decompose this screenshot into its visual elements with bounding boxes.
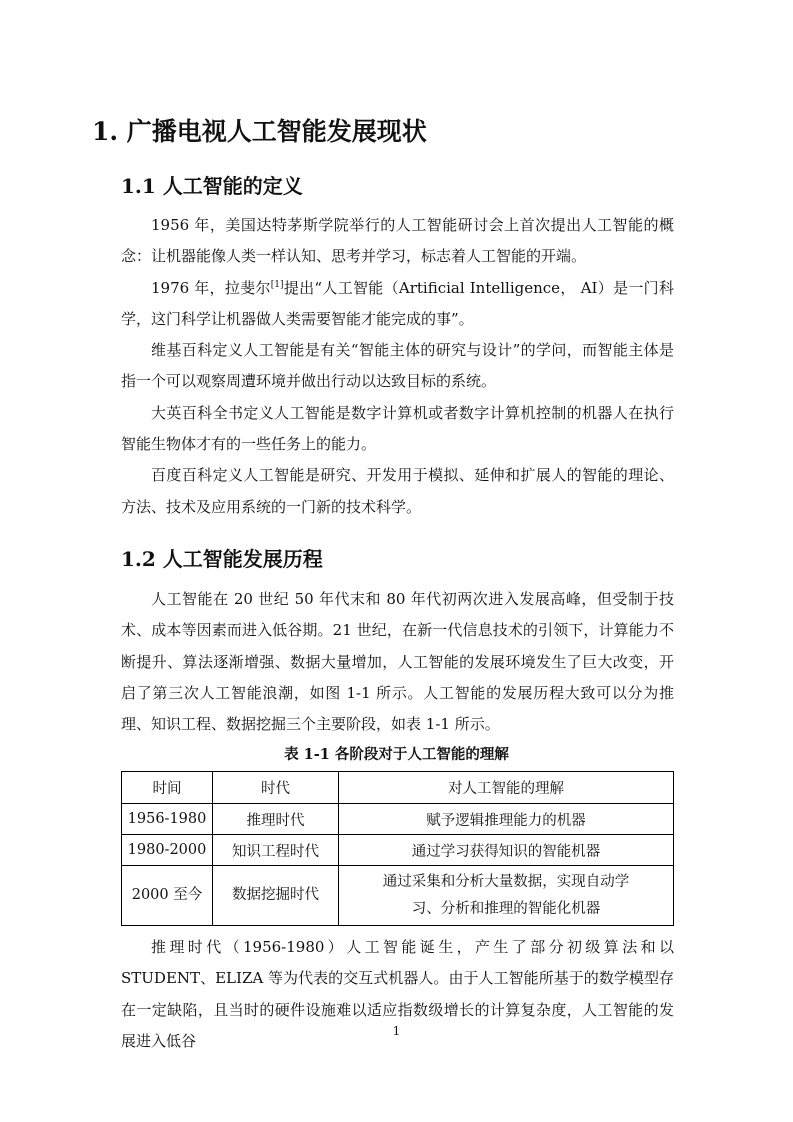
table-row (122, 835, 674, 866)
paragraph-text: 提出“人工智能（Artificial Intelligence， AI）是一门科学，这门科学让机器做人类需要智能才能完成的事”。 (121, 278, 674, 328)
table-cell: 通过学习获得知识的智能机器 (339, 835, 674, 866)
table-row (122, 866, 674, 926)
ai-stages-table (121, 771, 674, 926)
table-cell: 1980-2000 (122, 835, 213, 866)
table-header-cell: 时代 (213, 772, 339, 804)
table-header-cell: 对人工智能的理解 (339, 772, 674, 804)
table-cell: 知识工程时代 (213, 835, 339, 866)
paragraph: 维基百科定义人工智能是有关“智能主体的研究与设计”的学问，而智能主体是指一个可以观察周遭环境并做出行动以达致目标的系统。 (121, 341, 674, 391)
table-cell: 推理时代 (213, 804, 339, 835)
table-cell: 数据挖掘时代 (213, 866, 339, 926)
paragraph (121, 273, 674, 336)
paragraph: 大英百科全书定义人工智能是数字计算机或者数字计算机控制的机器人在执行智能生物体才有的一些任务上的能力。 (121, 403, 674, 454)
section-heading-1-2: 1.2 人工智能发展历程 (121, 547, 323, 571)
chapter-title: 1. 广播电视人工智能发展现状 (92, 117, 427, 146)
section-1-1-body (121, 210, 674, 523)
table-cell: 通过采集和分析大量数据，实现自动学习、分析和推理的智能化机器 (339, 866, 674, 926)
table-caption: 表 1-1 各阶段对于人工智能的理解 (284, 746, 509, 763)
section-heading-1-1: 1.1 人工智能的定义 (121, 174, 303, 198)
section-1-2-body (121, 584, 674, 740)
page-number: 1 (392, 1024, 401, 1038)
table-header-row (122, 772, 674, 804)
table-cell: 1956-1980 (122, 804, 213, 835)
citation-reference: [1] (270, 279, 284, 290)
paragraph-text: 1976 年，拉斐尔 (151, 278, 271, 297)
section-1-2-continued (121, 932, 674, 1057)
table-cell: 2000 至今 (122, 866, 213, 926)
table-cell: 赋予逻辑推理能力的机器 (339, 804, 674, 835)
paragraph: 推理时代（1956-1980）人工智能诞生，产生了部分初级算法和以 STUDENT、ELIZA 等为代表的交互式机器人。由于人工智能所基于的数学模型存在一定缺陷，且当时的硬件设施难以适应指数级增长的计算复杂度，人工智能的发展进入低谷 (121, 938, 674, 1050)
table-row (122, 804, 674, 835)
paragraph: 百度百科定义人工智能是研究、开发用于模拟、延伸和扩展人的智能的理论、方法、技术及应用系统的一门新的技术科学。 (121, 466, 674, 516)
paragraph: 人工智能在 20 世纪 50 年代末和 80 年代初两次进入发展高峰，但受制于技术、成本等因素而进入低谷期。21 世纪，在新一代信息技术的引领下，计算能力不断提升、算法逐渐增强、数据大量增加，人工智能的发展环境发生了巨大改变，开启了第三次人工智能浪潮，如图 1-1 所示。人工智能的发展历程大致可以分为推理、知识工程、数据挖掘三个主要阶段，如表 1-1 所示。 (121, 590, 674, 734)
table-header-cell: 时间 (122, 772, 213, 804)
paragraph: 1956 年，美国达特茅斯学院举行的人工智能研讨会上首次提出人工智能的概念：让机器能像人类一样认知、思考并学习，标志着人工智能的开端。 (121, 216, 674, 266)
